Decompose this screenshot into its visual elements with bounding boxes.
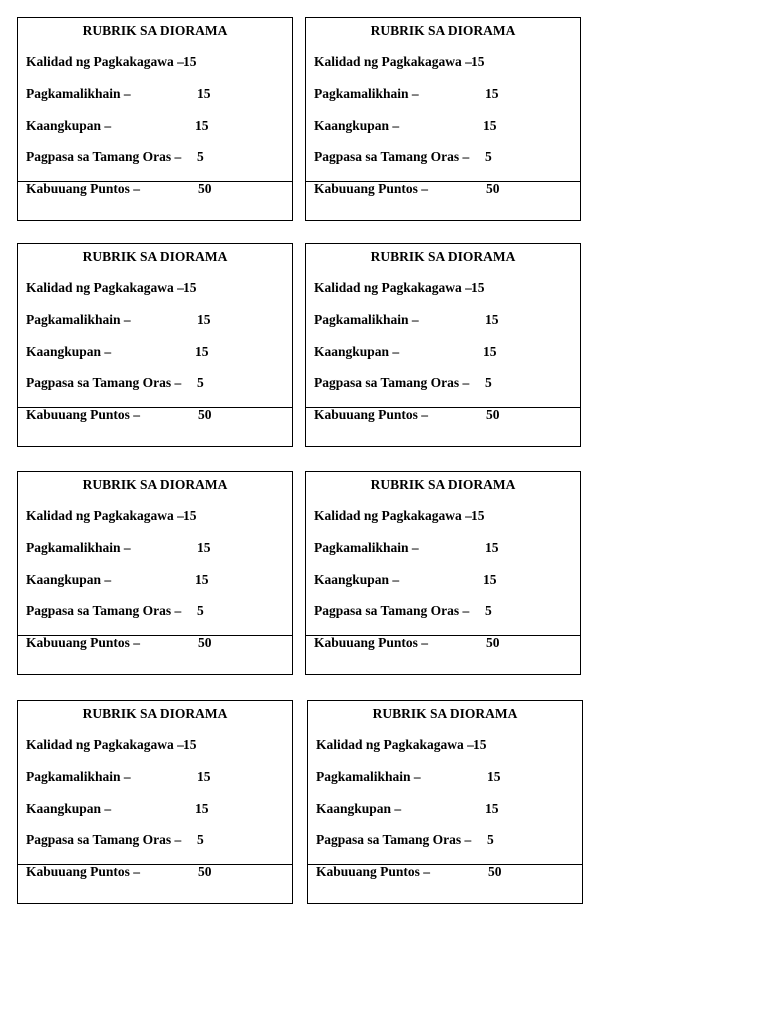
rubric-row: [314, 312, 572, 328]
rubric-card: [305, 243, 581, 447]
criterion-points: 15: [183, 54, 197, 69]
rubric-card: [307, 700, 583, 904]
criterion-points: 15: [183, 737, 197, 752]
total-points: 50: [198, 864, 212, 879]
criterion-points: 15: [197, 86, 211, 101]
rubric-row: [26, 86, 284, 102]
criterion-label: Pagpasa sa Tamang Oras –: [26, 832, 182, 847]
rubric-row: [314, 375, 572, 391]
total-label: Kabuuang Puntos –: [314, 407, 429, 422]
rubric-row: [26, 118, 284, 134]
total-points: 50: [488, 864, 502, 879]
card-title: RUBRIK SA DIORAMA: [82, 706, 228, 721]
criterion-points: 15: [483, 572, 497, 587]
card-title: RUBRIK SA DIORAMA: [370, 23, 516, 38]
rubric-row: [26, 737, 284, 753]
rubric-row: [26, 149, 284, 165]
criterion-label: Kalidad ng Pagkakagawa –: [314, 508, 472, 523]
criterion-label: Kalidad ng Pagkakagawa –: [26, 737, 184, 752]
criterion-points: 5: [485, 603, 492, 618]
total-points: 50: [198, 635, 212, 650]
rubric-row: [26, 280, 284, 296]
criterion-label: Pagpasa sa Tamang Oras –: [314, 375, 470, 390]
rubric-row: [26, 375, 284, 391]
criterion-points: 15: [195, 572, 209, 587]
criterion-label: Kalidad ng Pagkakagawa –: [314, 54, 472, 69]
rubric-row: [314, 540, 572, 556]
criterion-points: 15: [195, 118, 209, 133]
criterion-points: 15: [471, 280, 485, 295]
total-label: Kabuuang Puntos –: [26, 181, 141, 196]
total-points: 50: [486, 407, 500, 422]
criterion-label: Kalidad ng Pagkakagawa –: [316, 737, 474, 752]
rubric-row: [26, 312, 284, 328]
total-label: Kabuuang Puntos –: [26, 407, 141, 422]
criterion-label: Kaangkupan –: [26, 344, 112, 359]
total-label: Kabuuang Puntos –: [26, 635, 141, 650]
rubric-row: [314, 118, 572, 134]
rubric-row: [26, 769, 284, 785]
total-row: [26, 635, 284, 651]
criterion-label: Pagkamalikhain –: [316, 769, 421, 784]
rubric-row: [314, 54, 572, 70]
criterion-points: 5: [485, 375, 492, 390]
criterion-label: Kalidad ng Pagkakagawa –: [26, 280, 184, 295]
rubric-card: [17, 17, 293, 221]
rubric-row: [316, 769, 574, 785]
criterion-label: Kaangkupan –: [314, 344, 400, 359]
criterion-points: 15: [183, 280, 197, 295]
total-row: [314, 635, 572, 651]
criterion-points: 15: [471, 508, 485, 523]
total-points: 50: [486, 181, 500, 196]
criterion-label: Pagpasa sa Tamang Oras –: [314, 149, 470, 164]
total-points: 50: [198, 407, 212, 422]
total-row: [26, 864, 284, 880]
criterion-label: Kaangkupan –: [314, 118, 400, 133]
total-label: Kabuuang Puntos –: [26, 864, 141, 879]
criterion-points: 15: [485, 540, 499, 555]
rubric-card: [305, 471, 581, 675]
total-row: [314, 181, 572, 197]
criterion-label: Pagpasa sa Tamang Oras –: [26, 149, 182, 164]
criterion-points: 15: [183, 508, 197, 523]
rubric-row: [26, 603, 284, 619]
total-row: [314, 407, 572, 423]
rubric-row: [316, 737, 574, 753]
criterion-label: Pagkamalikhain –: [314, 312, 419, 327]
criterion-points: 5: [197, 832, 204, 847]
rubric-row: [26, 832, 284, 848]
criterion-label: Kalidad ng Pagkakagawa –: [26, 54, 184, 69]
total-points: 50: [486, 635, 500, 650]
card-title: RUBRIK SA DIORAMA: [370, 477, 516, 492]
rubric-row: [314, 508, 572, 524]
total-label: Kabuuang Puntos –: [314, 181, 429, 196]
rubric-row: [26, 801, 284, 817]
rubric-card: [17, 700, 293, 904]
rubric-row: [316, 832, 574, 848]
card-title: RUBRIK SA DIORAMA: [370, 249, 516, 264]
criterion-points: 15: [197, 540, 211, 555]
rubric-row: [314, 149, 572, 165]
rubric-row: [316, 801, 574, 817]
criterion-label: Pagkamalikhain –: [26, 769, 131, 784]
rubric-row: [26, 508, 284, 524]
criterion-label: Pagkamalikhain –: [314, 86, 419, 101]
criterion-label: Kaangkupan –: [316, 801, 402, 816]
criterion-points: 5: [197, 603, 204, 618]
criterion-points: 5: [487, 832, 494, 847]
criterion-points: 15: [485, 801, 499, 816]
criterion-label: Kaangkupan –: [26, 801, 112, 816]
criterion-points: 15: [471, 54, 485, 69]
criterion-label: Kaangkupan –: [314, 572, 400, 587]
criterion-label: Pagkamalikhain –: [26, 86, 131, 101]
rubric-row: [314, 344, 572, 360]
total-row: [26, 181, 284, 197]
rubric-row: [314, 86, 572, 102]
criterion-points: 15: [485, 312, 499, 327]
card-title: RUBRIK SA DIORAMA: [82, 249, 228, 264]
card-title: RUBRIK SA DIORAMA: [372, 706, 518, 721]
rubric-row: [26, 572, 284, 588]
criterion-label: Pagpasa sa Tamang Oras –: [314, 603, 470, 618]
total-row: [316, 864, 574, 880]
rubric-card: [305, 17, 581, 221]
rubric-row: [26, 54, 284, 70]
criterion-label: Pagkamalikhain –: [314, 540, 419, 555]
rubric-row: [26, 540, 284, 556]
criterion-points: 5: [197, 375, 204, 390]
rubric-card: [17, 471, 293, 675]
total-label: Kabuuang Puntos –: [314, 635, 429, 650]
card-title: RUBRIK SA DIORAMA: [82, 23, 228, 38]
criterion-points: 5: [485, 149, 492, 164]
rubric-row: [314, 572, 572, 588]
criterion-points: 5: [197, 149, 204, 164]
rubric-row: [314, 280, 572, 296]
criterion-points: 15: [195, 801, 209, 816]
card-title: RUBRIK SA DIORAMA: [82, 477, 228, 492]
criterion-label: Kalidad ng Pagkakagawa –: [26, 508, 184, 523]
criterion-label: Pagpasa sa Tamang Oras –: [316, 832, 472, 847]
rubric-row: [26, 344, 284, 360]
criterion-label: Pagkamalikhain –: [26, 312, 131, 327]
criterion-points: 15: [483, 118, 497, 133]
criterion-points: 15: [473, 737, 487, 752]
criterion-label: Kaangkupan –: [26, 572, 112, 587]
criterion-points: 15: [487, 769, 501, 784]
criterion-label: Pagkamalikhain –: [26, 540, 131, 555]
total-row: [26, 407, 284, 423]
total-label: Kabuuang Puntos –: [316, 864, 431, 879]
criterion-points: 15: [197, 769, 211, 784]
criterion-label: Kaangkupan –: [26, 118, 112, 133]
rubric-row: [314, 603, 572, 619]
criterion-points: 15: [485, 86, 499, 101]
criterion-label: Pagpasa sa Tamang Oras –: [26, 603, 182, 618]
criterion-label: Kalidad ng Pagkakagawa –: [314, 280, 472, 295]
criterion-points: 15: [197, 312, 211, 327]
total-points: 50: [198, 181, 212, 196]
criterion-points: 15: [195, 344, 209, 359]
criterion-points: 15: [483, 344, 497, 359]
rubric-card: [17, 243, 293, 447]
criterion-label: Pagpasa sa Tamang Oras –: [26, 375, 182, 390]
